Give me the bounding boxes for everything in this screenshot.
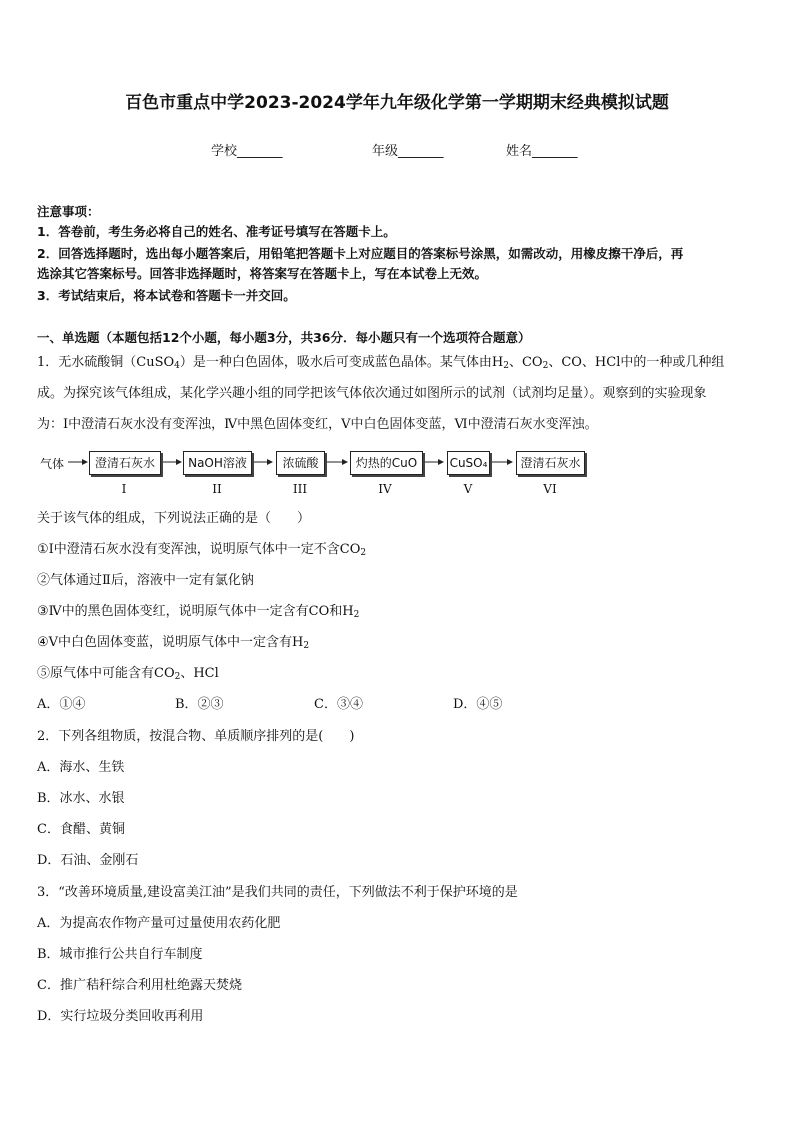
q1-question: 关于该气体的组成，下列说法正确的是（ ）	[37, 511, 311, 526]
q2-option-b: B．冰水、水银	[37, 791, 125, 806]
q1-option-b: B．②③	[175, 697, 224, 712]
gas-label: 气体	[40, 457, 65, 471]
label-ii: II	[212, 482, 222, 496]
label-v: V	[463, 482, 473, 496]
q1-stem-line3: 为：Ⅰ中澄清石灰水没有变浑浊，Ⅳ中黑色固体变红，Ⅴ中白色固体变蓝，Ⅵ中澄清石灰水变浑浊。	[37, 417, 598, 432]
q1-statement-4: ④Ⅴ中白色固体变蓝，说明原气体中一定含有$H_2$	[37, 635, 310, 651]
box-limewater-1: 澄清石灰水	[89, 451, 161, 475]
q3-stem: 3．“改善环境质量,建设富美江油”是我们共同的责任，下列做法不利于保护环境的是	[37, 885, 518, 900]
q3-option-a: A．为提高农作物产量可过量使用农药化肥	[37, 916, 281, 931]
label-iii: III	[292, 482, 308, 496]
q1-option-a: A．①④	[37, 697, 86, 712]
q3-option-c: C．推广秸秆综合利用杜绝露天焚烧	[37, 978, 242, 993]
notice-item-1: 1．答卷前，考生务必将自己的姓名、准考证号填写在答题卡上。	[37, 224, 396, 239]
label-iv: IV	[378, 482, 392, 496]
q2-option-d: D．石油、金刚石	[37, 853, 139, 868]
section-heading: 一、单选题（本题包括12个小题，每小题3分，共36分．每小题只有一个选项符合题意）	[37, 330, 531, 345]
box-sulfuric-acid: 浓硫酸	[276, 451, 325, 475]
box-hot-cuo: 灼热的CuO	[350, 451, 423, 475]
q1-statement-2: ②气体通过Ⅱ后，溶液中一定有氯化钠	[37, 573, 254, 588]
name-field: 姓名_______	[506, 144, 578, 159]
q1-stem-line1: 1．无水硫酸铜（CuSO$_4$）是一种白色固体，吸水后可变成蓝色晶体。某气体由$H_2$、$CO_2$、CO、HCl中的一种或几种组	[37, 355, 725, 371]
q1-statement-1: ①I中澄清石灰水没有变浑浊，说明原气体中一定不含$CO_2$	[37, 542, 367, 558]
q2-stem: 2．下列各组物质，按混合物、单质顺序排列的是( )	[37, 729, 355, 744]
notice-item-3: 3．考试结束后，将本试卷和答题卡一并交回。	[37, 288, 296, 303]
box-limewater-2: 澄清石灰水	[516, 451, 585, 475]
q1-statement-5: ⑤原气体中可能含有$CO_2$、HCl	[37, 666, 219, 682]
q1-statement-3: ③Ⅳ中的黑色固体变红，说明原气体中一定含有CO和$H_2$	[37, 604, 360, 620]
label-vi: VI	[543, 482, 557, 496]
box-cuso4: CuSO₄	[447, 451, 490, 475]
q1-option-c: C．③④	[314, 697, 363, 712]
q3-option-d: D．实行垃圾分类回收再利用	[37, 1009, 204, 1024]
box-naoh: NaOH溶液	[183, 451, 252, 475]
q3-option-b: B．城市推行公共自行车制度	[37, 947, 203, 962]
q1-option-d: D．④⑤	[453, 697, 503, 712]
page-title: 百色市重点中学2023-2024学年九年级化学第一学期期末经典模拟试题	[125, 93, 669, 113]
q2-option-a: A．海水、生铁	[37, 760, 125, 775]
q1-stem-line2: 成。为探究该气体组成，某化学兴趣小组的同学把该气体依次通过如图所示的试剂（试剂均足量）。观察到的实验现象	[37, 386, 707, 401]
school-field: 学校_______	[211, 144, 283, 159]
label-i: I	[121, 482, 127, 496]
notice-heading: 注意事项：	[37, 204, 100, 219]
q2-option-c: C．食醋、黄铜	[37, 822, 125, 837]
notice-item-2a: 2．回答选择题时，选出每小题答案后，用铅笔把答题卡上对应题目的答案标号涂黑，如需改动，用橡皮擦干净后，再	[37, 246, 684, 261]
grade-field: 年级_______	[372, 144, 444, 159]
notice-item-2b: 选涂其它答案标号。回答非选择题时，将答案写在答题卡上，写在本试卷上无效。	[37, 266, 488, 281]
